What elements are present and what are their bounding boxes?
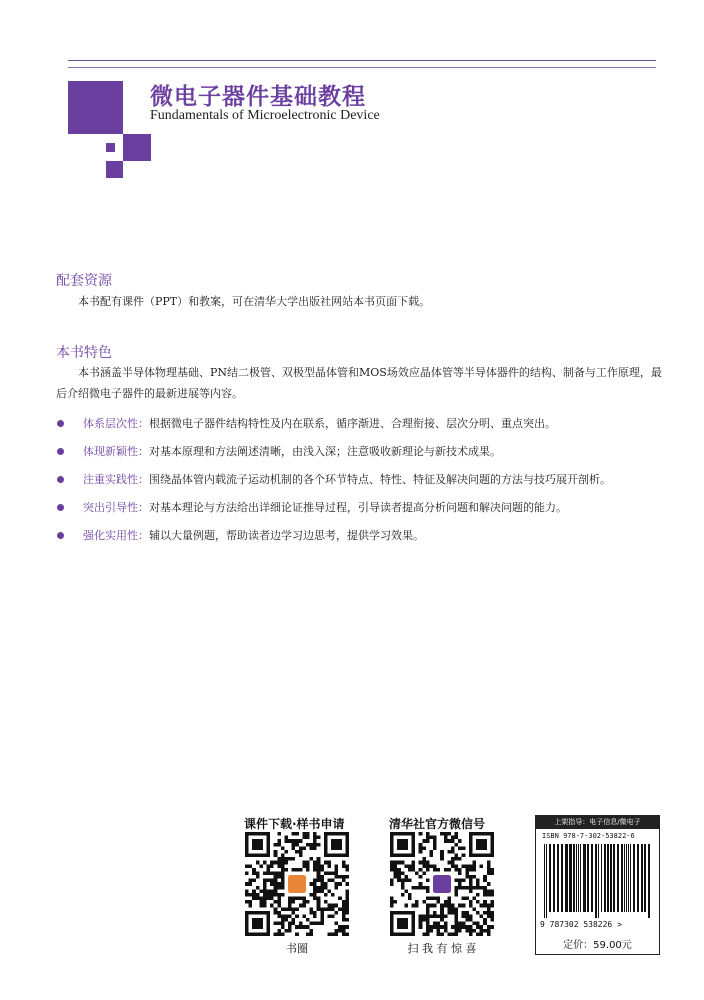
qr-caption-download: 书圈: [286, 942, 308, 955]
book-title-cn: 微电子器件基础教程: [150, 83, 366, 110]
isbn-text: ISBN 978-7-302-53822-6: [542, 832, 635, 840]
feature-keyword: 体系层次性：: [83, 417, 149, 430]
feature-item: [56, 527, 662, 545]
feature-item: [56, 499, 662, 517]
bullet-dot-icon: [57, 476, 64, 483]
feature-keyword: 体现新颖性：: [83, 445, 149, 458]
features-intro: 本书涵盖半导体物理基础、PN结二极管、双极型晶体管和MOS场效应晶体管等半导体器件的结构、制备与工作原理，最后介绍微电子器件的最新进展等内容。: [56, 366, 662, 400]
bullet-dot-icon: [57, 504, 64, 511]
features-heading: 本书特色: [56, 345, 112, 361]
bullet-dot-icon: [57, 420, 64, 427]
feature-keyword: 突出引导性：: [83, 501, 149, 514]
top-rule: [68, 60, 656, 61]
resources-heading: 配套资源: [56, 273, 112, 289]
shelf-category: 上架指导：电子信息/微电子: [536, 816, 659, 829]
resources-text: 本书配有课件（PPT）和教案，可在清华大学出版社网站本书页面下载。: [78, 295, 431, 308]
qr-title-wechat: 清华社官方微信号: [389, 817, 486, 831]
feature-item: [56, 443, 662, 461]
qr-code-download-icon[interactable]: [245, 832, 349, 936]
qr-caption-wechat: 扫 我 有 惊 喜: [407, 942, 477, 955]
decor-square-medium: [123, 134, 151, 161]
decor-square-large: [68, 81, 123, 134]
qr-title-download: 课件下载·样书申请: [244, 817, 345, 831]
book-title-en: Fundamentals of Microelectronic Device: [150, 108, 380, 123]
book-price: 定价：59.00元: [563, 940, 632, 951]
feature-text: 围绕晶体管内载流子运动机制的各个环节特点、特性、特征及解决问题的方法与技巧展开剖析。: [149, 473, 611, 486]
feature-text: 对基本理论与方法给出详细论证推导过程，引导读者提高分析问题和解决问题的能力。: [149, 501, 567, 514]
feature-text: 根据微电子器件结构特性及内在联系，循序渐进、合理衔接、层次分明、重点突出。: [149, 417, 556, 430]
qr-code-wechat-icon[interactable]: [390, 832, 494, 936]
barcode-digits: 9 787302 538226 >: [540, 920, 622, 929]
feature-item: [56, 471, 662, 489]
decor-square-small: [106, 143, 115, 152]
feature-text: 对基本原理和方法阐述清晰，由浅入深；注意吸收新理论与新技术成果。: [149, 445, 501, 458]
decor-square-small-2: [106, 161, 123, 178]
feature-keyword: 强化实用性：: [83, 529, 149, 542]
bullet-dot-icon: [57, 532, 64, 539]
isbn-barcode-panel: [535, 815, 660, 955]
feature-keyword: 注重实践性：: [83, 473, 149, 486]
feature-item: [56, 415, 662, 433]
feature-text: 辅以大量例题，帮助读者边学习边思考，提供学习效果。: [149, 529, 424, 542]
barcode-icon: [544, 844, 651, 918]
top-rule-secondary: [68, 67, 656, 68]
bullet-dot-icon: [57, 448, 64, 455]
